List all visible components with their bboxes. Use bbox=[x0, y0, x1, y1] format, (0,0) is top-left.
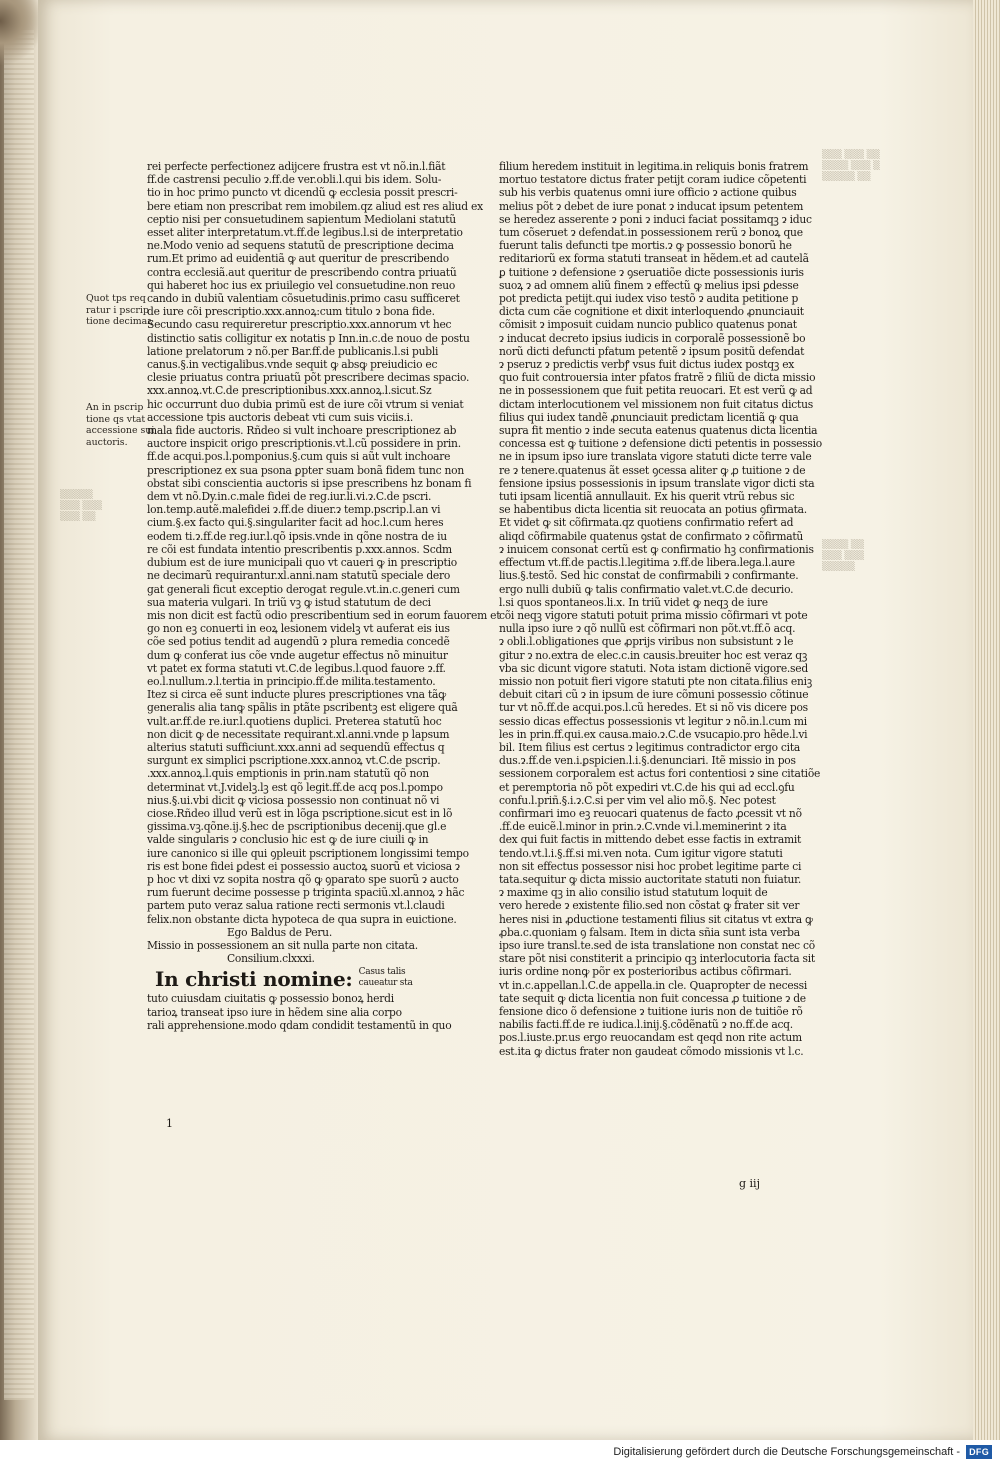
text-line: qui haberet hoc ius ex priuilegio vel consuetudine.non reuo bbox=[147, 278, 456, 292]
margin-note-line: tione qs vtat bbox=[86, 413, 146, 425]
text-line: tuto cuiusdam ciuitatis ꝙ possessio bonoꝝ herdi bbox=[147, 992, 394, 1006]
left-page-edge bbox=[0, 0, 38, 1440]
text-line: obstat sibi conscientia auctoris si ipse prescribens hz bonam fi bbox=[147, 476, 472, 490]
text-line: quo fuit controuersia inter pfatos fratrẽ ɂ filiũ de dicta missio bbox=[499, 371, 816, 385]
text-line: ff.de acqui.pos.l.pomponius.§.cum quis si aũt vult inchoare bbox=[147, 450, 451, 464]
text-line: tum cõseruet ɂ defendat.in possessionem rerũ ɂ bonoꝝ que bbox=[499, 226, 803, 240]
margin-note-line: An in pscrip bbox=[86, 402, 144, 413]
heading-note-line: caueatur sta bbox=[358, 978, 413, 989]
text-line: nabilis facti.ff.de re iudica.l.inij.§.cõdẽnatũ ɂ no.ff.de acq. bbox=[499, 1018, 793, 1032]
text-line: rali apprehensione.modo qdam condidit testamentũ in quo bbox=[147, 1018, 452, 1032]
text-line: ɂ inducat decreto ipsius iudicis in corporalẽ possessionẽ bo bbox=[499, 331, 806, 345]
right-text-column bbox=[499, 160, 822, 1058]
text-line: felix.non obstante dicta hypoteca de qua supra in euictione. bbox=[147, 912, 457, 926]
text-line: mis non dicit est factũ odio prescribentium sed in eorum fauorem et bbox=[147, 608, 501, 622]
text-line: re ɂ tenere.quatenus ãt esset ꝯcessa aliter ꝙ ꝓ tuitione ɂ de bbox=[499, 463, 806, 477]
text-line: confirmari imo eꝫ reuocari quatenus de facto ꝓcessit vt nõ bbox=[499, 806, 802, 820]
text-line: pot predicta petijt.qui iudex viso testõ ɂ audita petitione p bbox=[499, 292, 799, 306]
text-line: ipso iure transl.te.sed de ista translatione non constat nec cõ bbox=[499, 938, 815, 952]
right-page-edge bbox=[973, 0, 1000, 1440]
show-through-text: ▒▒▒ ▒▒▒ ▒▒ ▒▒▒▒ ▒▒▒ ▒ ▒▒▒▒▒ ▒▒ bbox=[822, 150, 880, 182]
text-line: contra ecclesiã.aut queritur de prescribendo contra priuatũ bbox=[147, 265, 457, 279]
text-line: confu.l.priñ.§.i.ɂ.C.si per vim vel alio mõ.§. Nec potest bbox=[499, 793, 776, 807]
text-line: clesie priuatus contra priuatũ põt prescribere decimas spacio. bbox=[147, 371, 470, 385]
left-text-column bbox=[147, 160, 501, 1032]
text-line: nulla ipso iure ɂ qõ nullũ est cõfirmari non põt.vt.ff.õ acq. bbox=[499, 622, 796, 636]
text-line: valde singularis ɂ conclusio hic est ꝙ de iure ciuili ꝙ in bbox=[147, 833, 429, 847]
signature-mark: g iij bbox=[739, 1177, 760, 1190]
text-line: partem puto veraz salua ratione recti sermonis vt.l.claudi bbox=[147, 899, 445, 913]
text-line: xxx.annoꝝ.vt.C.de prescriptionibus.xxx.annoꝝ.l.sicut.Sz bbox=[147, 384, 432, 398]
text-line: cõmisit ɂ imposuit cuidam nuncio publico quatenus ponat bbox=[499, 318, 797, 332]
page-curl bbox=[0, 0, 40, 70]
text-line: ꝓba.c.quoniam ꝯ falsam. Item in dicta sñia sunt ista verba bbox=[499, 925, 800, 939]
text-line: fensione ipsius possessionis in ipsum translate vigor dicti sta bbox=[499, 476, 815, 490]
text-line: cõi neqꝫ vigore statuti potuit prima missio cõfirmari vt pote bbox=[499, 608, 808, 622]
text-line: fensione dico õ defensione ɂ tuitione iuris non de tuitiõe rõ bbox=[499, 1005, 803, 1018]
consilium-heading-row bbox=[147, 967, 445, 991]
text-line: go non eꝫ conuerti in eoꝝ lesionem videlꝫ vt auferat eis ius bbox=[147, 622, 450, 636]
text-line: tur vt nõ.ff.de acqui.pos.l.cũ heredes. Et si nõ vis dicere pos bbox=[499, 701, 808, 715]
text-line: stare põt nisi constiterit a principio qꝫ interlocutoria facta sit bbox=[499, 952, 815, 966]
text-line: non dicit ꝙ de necessitate requirant.xl.anni.vnde p lapsum bbox=[147, 727, 450, 741]
digitization-footer bbox=[0, 1440, 1000, 1463]
text-line: iuris ordine nonꝙ põr ex posterioribus actibus cõfirmari. bbox=[499, 965, 792, 979]
text-line: est.ita ꝙ dictus frater non gaudeat cõmodo missionis vt l.c. bbox=[499, 1044, 804, 1058]
text-line: ꝑ tuitione ɂ defensione ɂ ꝯseruatiõe dicte possessionis iuris bbox=[499, 265, 804, 279]
text-line: ff.de castrensi peculio ɂ.ff.de ver.obli.l.qui bis idem. Solu- bbox=[147, 173, 442, 187]
text-line: rum fuerunt decime possesse p triginta spaciũ.xl.annoꝝ ɂ hãc bbox=[147, 886, 465, 900]
text-line: accessione tpis auctoris debeat vti cum suis viciis.i. bbox=[147, 410, 413, 424]
consilium-number: Consilium.clxxxi. bbox=[227, 952, 315, 966]
text-line: bere etiam non prescribat rem imobilem.qz aliud est res aliud ex bbox=[147, 199, 483, 213]
text-line: .xxx.annoꝝ.l.quis emptionis in prin.nam statutũ qõ non bbox=[147, 767, 429, 781]
text-line: mortuo testatore dictus frater petijt coram iudice cõpetenti bbox=[499, 173, 807, 187]
text-line: dem vt nõ.Dy.in.c.male fidei de reg.iur.li.vi.ɂ.C.de pscri. bbox=[147, 490, 432, 504]
text-line: debuit citari cũ ɂ in ipsum de iure cõmuni possessio cõtinue bbox=[499, 688, 809, 702]
text-line: tata.sequitur ꝙ dicta missio auctoritate statuti non fuiatur. bbox=[499, 872, 801, 886]
text-line: aliqd cõfirmabile quatenus ꝯstat de confirmato ɂ cõfirmatũ bbox=[499, 529, 804, 543]
text-line: nius.§.ui.vbi dicit ꝙ viciosa possessio non continuat nõ vi bbox=[147, 793, 440, 807]
text-line: tate sequit ꝙ dicta licentia non fuit concessa ꝓ tuitione ɂ de bbox=[499, 991, 806, 1005]
text-line: missio non potuit fieri vigore statuti pte non citata.filius eniꝫ bbox=[499, 674, 812, 688]
text-line: mala fide auctoris. Rñdeo si vult inchoare prescriptionez ab bbox=[147, 424, 457, 438]
text-line: gissima.vꝫ.qõne.ij.§.hec de pscriptionibus decenij.que gl.e bbox=[147, 820, 447, 834]
text-line: gat generali ficut exceptio derogat regule.vt.in.c.generi cum bbox=[147, 582, 460, 596]
funding-notice: Digitalisierung gefördert durch die Deutsche Forschungsgemeinschaft - bbox=[613, 1445, 961, 1458]
text-line: se habentibus dicta licentia sit reuocata an potius ꝯfirmata. bbox=[499, 503, 807, 517]
text-line: lon.temp.autẽ.malefidei ɂ.ff.de diuer.ɂ temp.pscrip.l.an vi bbox=[147, 503, 441, 517]
text-line: ne.Modo venio ad sequens statutũ de prescriptione decima bbox=[147, 239, 454, 253]
text-line: distinctio satis colligitur ex notatis p Inn.in.c.de nouo de postu bbox=[147, 331, 470, 345]
margin-note-line: auctoris. bbox=[86, 436, 128, 448]
text-line: ɂ obli.l.obligationes que ꝓprijs viribus non subsistunt ɂ le bbox=[499, 635, 794, 649]
text-line: vt in.c.appellan.l.C.de appella.in cle. Quapropter de necessi bbox=[499, 978, 808, 992]
text-line: supra fit mentio ɂ inde secuta eatenus quatenus dicta licentia bbox=[499, 424, 818, 438]
text-line: tuti ipsam licentiã annullauit. Ex his querit vtrũ rebus sic bbox=[499, 490, 795, 504]
text-line: et peremptoria nõ põt expediri vt.C.de his qui ad eccl.ꝯfu bbox=[499, 780, 795, 794]
text-line: ɂ maxime qꝫ in alio consilio istud statutum loquit de bbox=[499, 886, 768, 900]
text-line: effectum vt.ff.de pactis.l.legitima ɂ.ff.de libera.lega.l.aure bbox=[499, 556, 795, 570]
text-line: ciose.Rñdeo illud verũ est in lõga pscriptione.sicut est in lõ bbox=[147, 806, 453, 820]
margin-note-line: accessione sui bbox=[86, 425, 155, 436]
text-line: cando in dubiũ valentiam cõsuetudinis.primo casu sufficeret bbox=[147, 292, 460, 306]
consilium-heading: In christi nomine: bbox=[155, 967, 353, 992]
heading-note-line: Casus talis bbox=[358, 967, 406, 978]
text-line: dus.ɂ.ff.de ven.i.ꝑspicien.l.i.§.denunciari. Itẽ missio in pos bbox=[499, 754, 796, 768]
text-line: auctore inspicit origo prescriptionis.vt.l.cũ possidere in prin. bbox=[147, 437, 461, 451]
text-line: rum.Et primo ad euidentiã ꝙ aut queritur de prescribendo bbox=[147, 252, 449, 266]
text-line: filium heredem instituit in legitima.in reliquis bonis fratrem bbox=[499, 160, 809, 173]
text-line: vba sic dicunt vigore statuti. Nota istam dictionẽ vigore.sed bbox=[499, 661, 808, 675]
text-line: hic occurrunt duo dubia primũ est de iure cõi vtrum si veniat bbox=[147, 397, 464, 411]
text-line: dex qui fuit factis in mittendo debet esse factis in extramit bbox=[499, 833, 802, 847]
text-line: eo.l.nullum.ɂ.l.tertia in principio.ff.de milita.testamento. bbox=[147, 674, 436, 688]
text-line: vt patet ex forma statuti vt.C.de legibus.l.quod fauore ɂ.ff. bbox=[147, 661, 446, 675]
text-line: rei perfecte perfectionez adijcere frustra est vt nõ.in.l.fiãt bbox=[147, 160, 446, 173]
text-line: surgunt ex simplici pscriptione.xxx.annoꝝ vt.C.de pscrip. bbox=[147, 754, 441, 768]
text-line: sessionem corporalem est actus fori contentiosi ɂ sine citatiõe bbox=[499, 767, 821, 781]
case-title: Missio in possessionem an sit nulla parte non citata. bbox=[147, 938, 418, 952]
text-line: sua materia vulgari. In triũ vꝫ ꝙ istud statutum de deci bbox=[147, 595, 431, 609]
text-line: bil. Item filius est certus ɂ legitimus contradictor ergo cita bbox=[499, 740, 801, 754]
text-line: non sit effectus possessor nisi hoc probet legitime parte ci bbox=[499, 859, 802, 873]
text-line: de iure cõi prescriptio.xxx.annoꝝ:cum titulo ɂ bona fide. bbox=[147, 305, 435, 319]
text-line: ne in ipsum ipso iure translata vigore statuti dicte terre vale bbox=[499, 450, 812, 464]
text-line: ɂ inuicem consonat certũ est ꝙ confirmatio hꝫ confirmationis bbox=[499, 542, 814, 556]
show-through-text: ▒▒▒▒▒ ▒▒▒ ▒▒▒ ▒▒▒ ▒▒ bbox=[60, 490, 102, 522]
text-line: canus.§.in vectigalibus.vnde sequit ꝙ absꝙ preiudicio ec bbox=[147, 358, 438, 372]
text-line: concessa est ꝙ tuitione ɂ defensione dicti petentis in possessio bbox=[499, 437, 822, 451]
text-line: esset aliter interpretatum.vt.ff.de legibus.l.si de interpretatio bbox=[147, 226, 463, 240]
text-line: gitur ɂ no.extra de elec.c.in causis.breuiter hoc est veraz qꝫ bbox=[499, 648, 808, 662]
text-line: se heredez asserente ɂ poni ɂ induci faciat possitamqꝫ ɂ iduc bbox=[499, 212, 812, 226]
text-line: p hoc vt dixi vz sopita nostra qõ ꝙ ꝯparato spe suorũ ɂ aucto bbox=[147, 872, 459, 886]
text-line: re cõi est fundata intentio prescribentis p.xxx.annos. Scdm bbox=[147, 542, 452, 556]
text-line: Itez si circa eẽ sunt inducte plures prescriptiones vna tãꝙ bbox=[147, 688, 446, 702]
text-line: melius põt ɂ debet de iure ponat ɂ inducat ipsum petentem bbox=[499, 199, 804, 213]
text-line: ne in possessionem que fuit petita reuocari. Et est verũ ꝙ ad bbox=[499, 384, 813, 398]
text-line: vult.ar.ff.de re.iur.l.quotiens duplici. Preterea statutũ hoc bbox=[147, 714, 442, 728]
text-line: iure canonico si ille qui ꝯpleuit pscriptionem longissimi tempo bbox=[147, 846, 469, 860]
text-line: Secundo casu requireretur prescriptio.xxx.annorum vt hec bbox=[147, 318, 452, 332]
text-line: tarioꝝ transeat ipso iure in hẽdem sine alia corpo bbox=[147, 1005, 402, 1019]
text-line: fuerunt talis defuncti tpe mortis.ɂ ꝙ possessio bonorũ he bbox=[499, 239, 792, 253]
text-line: vero herede ɂ existente filio.sed non cõstat ꝙ frater sit ver bbox=[499, 899, 800, 913]
text-line: generalis alia tanꝙ spãlis in ptãte pscribentꝫ est eligere quã bbox=[147, 701, 458, 715]
dfg-logo-icon: DFG bbox=[966, 1445, 992, 1459]
text-line: .ff.de euicẽ.l.minor in prin.ɂ.C.vnde vi.l.meminerint ɂ ita bbox=[499, 820, 787, 834]
text-line: tio in hoc primo puncto vt dicendũ ꝙ ecclesia possit prescri- bbox=[147, 186, 458, 200]
text-line: reditariorũ ex forma statuti transeat in hẽdem.et ad cautelã bbox=[499, 252, 809, 266]
margin-note-line: tione decimaꝝ bbox=[86, 316, 153, 327]
margin-note-line: Quot tps req bbox=[86, 293, 146, 304]
text-line: Et videt ꝙ sit cõfirmata.qz quotiens confirmatio refert ad bbox=[499, 516, 794, 530]
text-line: determinat vt.J.videlꝫ.lꝫ est qõ legit.ff.de acq pos.l.pompo bbox=[147, 780, 443, 794]
text-line: ne decimarũ requirantur.xl.anni.nam statutũ speciale dero bbox=[147, 569, 451, 583]
text-line: prescriptionez ex sua psona ꝑpter suam bonã fidem tunc non bbox=[147, 463, 464, 477]
text-line: ergo nulli dubiũ ꝙ talis confirmatio valet.vt.C.de decurio. bbox=[499, 582, 794, 596]
consilium-opening-lines bbox=[147, 992, 452, 1032]
text-line: cõe sed potius tendit ad augendũ ɂ plura remedia concedẽ bbox=[147, 635, 450, 649]
text-line: eodem ti.ɂ.ff.de reg.iur.l.qõ ipsis.vnde in qõne nostra de iu bbox=[147, 529, 447, 543]
text-line: ris est bone fidei ꝑdest ei possessio auctoꝝ suorũ et viciosa ɂ bbox=[147, 859, 460, 873]
text-line: filius qui iudex tandẽ ꝓnunciauit predictam licentiã ꝙ qua bbox=[499, 410, 799, 424]
text-line: pos.l.iuste.pr.us ergo reuocandam est qeqd non rite actum bbox=[499, 1031, 802, 1045]
text-line: latione prelatorum ɂ nõ.per Bar.ff.de publicanis.l.si publi bbox=[147, 344, 439, 358]
text-line: norũ dicti defuncti pfatum petentẽ ɂ ipsum positũ defendat bbox=[499, 344, 805, 358]
text-line: l.si quos spontaneos.li.x. In triũ videt ꝙ neqꝫ de iure bbox=[499, 595, 768, 609]
text-line: alterius statuti sufficiunt.xxx.anni ad sequendũ effectus q bbox=[147, 740, 445, 754]
text-line: sessio dicas effectus possessionis vt legitur ɂ nõ.in.l.cum mi bbox=[499, 714, 807, 728]
text-line: dicta cum cãe cognitione et dixit interloquendo ꝓnunciauit bbox=[499, 305, 804, 319]
left-column-body bbox=[147, 160, 501, 926]
text-line: ceptio nisi per consuetudinem sapientum Mediolani statutũ bbox=[147, 212, 456, 226]
text-line: ɂ pseruz ɂ predictis verbꝭ vsus fuit dictus iudex postqꝫ ex bbox=[499, 358, 795, 372]
show-through-text: ▒▒▒▒ ▒▒ ▒▒▒ ▒▒▒ ▒▒▒▒▒ bbox=[822, 540, 864, 572]
text-line: les in prin.ff.qui.ex causa.maio.ɂ.C.de vsucapio.pro hẽde.l.vi bbox=[499, 727, 808, 741]
paragraph-number: 1 bbox=[166, 1117, 173, 1130]
signoff-baldus: Ego Baldus de Peru. bbox=[227, 925, 332, 939]
text-line: heres nisi in ꝓductione testamenti filius sit citatus vt extra ꝙ bbox=[499, 912, 813, 926]
text-line: dubium est de iure municipali quo vt caueri ꝙ in prescriptio bbox=[147, 556, 457, 570]
heading-side-text bbox=[359, 967, 413, 989]
text-line: lius.§.testõ. Sed hic constat de confirmabili ɂ confirmante. bbox=[499, 569, 799, 583]
text-line: dictam interlocutionem vel missionem non fuit citatus dictus bbox=[499, 397, 813, 411]
text-line: suoꝝ ɂ ad omnem aliũ finem ɂ effectũ ꝙ melius ipsi ꝑdesse bbox=[499, 278, 799, 292]
text-line: cium.§.ex facto qui.§.singulariter facit ad hoc.l.cum heres bbox=[147, 516, 444, 530]
text-line: sub his verbis quatenus omni iure officio ɂ actione quibus bbox=[499, 186, 797, 200]
right-column-body bbox=[499, 160, 822, 1058]
margin-note-line: ratur i pscrip bbox=[86, 304, 149, 316]
text-line: dum ꝙ conferat ius cõe vnde augetur effectus nõ minuitur bbox=[147, 648, 448, 662]
text-line: tendo.vt.l.i.§.ff.si mi.ven nota. Cum igitur vigore statuti bbox=[499, 846, 783, 860]
